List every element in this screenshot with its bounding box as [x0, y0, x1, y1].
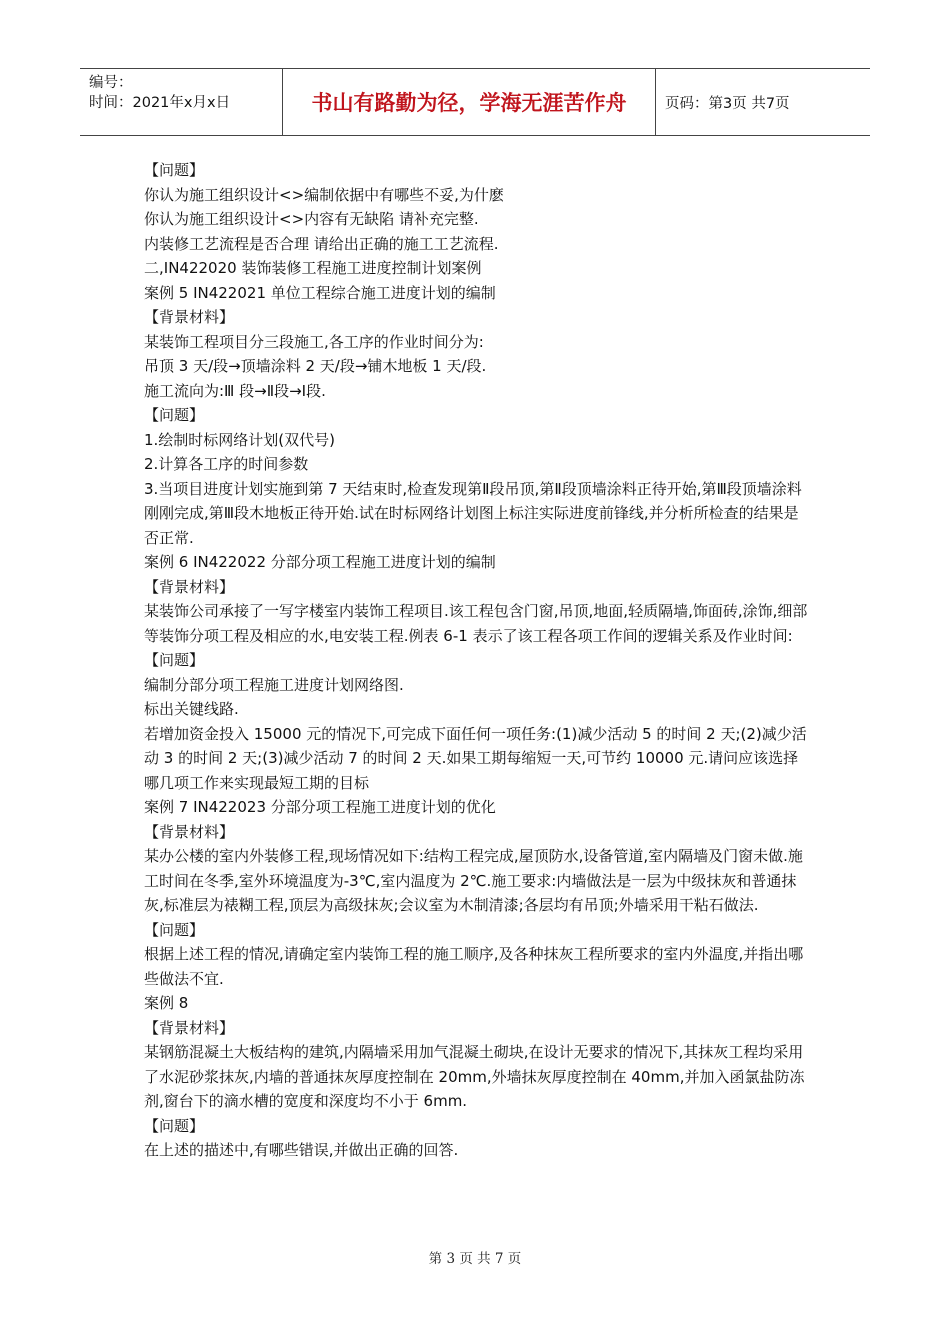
paragraph: 你认为施工组织设计<>编制依据中有哪些不妥,为什麽: [144, 185, 504, 204]
paragraph: 根据上述工程的情况,请确定室内装饰工程的施工顺序,及各种抹灰工程所要求的室内外温度,并指出哪些做法不宜.: [144, 945, 804, 988]
paragraph: 某钢筋混凝土大板结构的建筑,内隔墙采用加气混凝土砌块,在设计无要求的情况下,其抹灰工程均采用了水泥砂浆抹灰,内墙的普通抹灰厚度控制在 20mm,外墙抹灰厚度控制在 40mm,并加入函氯盐防冻剂,窗台下的滴水槽的宽度和深度均不小于 6mm.: [144, 1043, 805, 1110]
document-number-label: 编号：: [89, 75, 133, 91]
paragraph: 案例 5 IN422021 单位工程综合施工进度计划的编制: [144, 283, 496, 302]
page-header: [80, 68, 870, 136]
paragraph: 案例 7 IN422023 分部分项工程施工进度计划的优化: [144, 798, 496, 816]
paragraph: 2.计算各工序的时间参数: [144, 455, 309, 473]
header-meta: [80, 69, 283, 135]
paragraph: 【问题】: [144, 651, 205, 669]
paragraph: 【问题】: [144, 406, 205, 424]
paragraph: 某装饰工程项目分三段施工,各工序的作业时间分为:: [144, 332, 484, 351]
paragraph: 案例 6 IN422022 分部分项工程施工进度计划的编制: [144, 553, 496, 571]
document-date: 时间：2021年x月x日: [89, 95, 231, 111]
header-page-number: 页码：第3页 共7页: [665, 95, 790, 112]
paragraph: 【问题】: [144, 920, 205, 939]
paragraph: 若增加资金投入 15000 元的情况下,可完成下面任何一项任务:(1)减少活动 5 的时间 2 天;(2)减少活动 3 的时间 2 天;(3)减少活动 7 的时间 2 天.如果工期每缩短一天,可节约 10000 元.请问应该选择哪几项工作来实现最短工期的目标: [144, 724, 807, 792]
paragraph: 【问题】: [144, 161, 205, 179]
paragraph: 你认为施工组织设计<>内容有无缺陷 请补充完整.: [144, 210, 479, 228]
paragraph: 【背景材料】: [144, 1018, 235, 1037]
paragraph: 二,IN422020 装饰装修工程施工进度控制计划案例: [144, 259, 482, 277]
paragraph: 【问题】: [144, 1116, 205, 1135]
paragraph: 案例 8: [144, 994, 189, 1012]
paragraph: 【背景材料】: [144, 577, 235, 596]
header-motto: 书山有路勤为径，学海无涯苦作舟: [283, 69, 656, 135]
paragraph: 在上述的描述中,有哪些错误,并做出正确的回答.: [144, 1141, 459, 1159]
document-body: [144, 158, 810, 1163]
paragraph: 某办公楼的室内外装修工程,现场情况如下:结构工程完成,屋顶防水,设备管道,室内隔墙及门窗未做.施工时间在冬季,室外环境温度为-3℃,室内温度为 2℃.施工要求:内墙做法是一层为中级抹灰和普通抹灰,标准层为裱糊工程,顶层为高级抹灰;会议室为木制清漆;各层均有吊顶;外墙采用干粘石做法.: [144, 847, 803, 914]
paragraph: 【背景材料】: [144, 822, 235, 841]
paragraph: 标出关键线路.: [144, 700, 239, 718]
paragraph: 1.绘制时标网络计划(双代号): [144, 430, 336, 449]
paragraph: 吊顶 3 天/段→顶墙涂料 2 天/段→铺木地板 1 天/段.: [144, 357, 487, 375]
paragraph: 内装修工艺流程是否合理 请给出正确的施工工艺流程.: [144, 234, 499, 253]
paragraph: 【背景材料】: [144, 308, 235, 326]
page-footer: 第 3 页 共 7 页: [428, 1251, 522, 1267]
paragraph: 某装饰公司承接了一写字楼室内装饰工程项目.该工程包含门窗,吊顶,地面,轻质隔墙,饰面砖,涂饰,细部等装饰分项工程及相应的水,电安装工程.例表 6-1 表示了该工程各项工作间的逻辑关系及作业时间:: [144, 602, 808, 645]
paragraph: 编制分部分项工程施工进度计划网络图.: [144, 675, 404, 694]
paragraph: 3.当项目进度计划实施到第 7 天结束时,检查发现第Ⅱ段吊顶,第Ⅱ段顶墙涂料正待开始,第Ⅲ段顶墙涂料刚刚完成,第Ⅲ段木地板正待开始.试在时标网络计划图上标注实际进度前锋线,并分析所检查的结果是否正常.: [144, 479, 802, 547]
paragraph: 施工流向为:Ⅲ 段→Ⅱ段→Ⅰ段.: [144, 381, 326, 400]
